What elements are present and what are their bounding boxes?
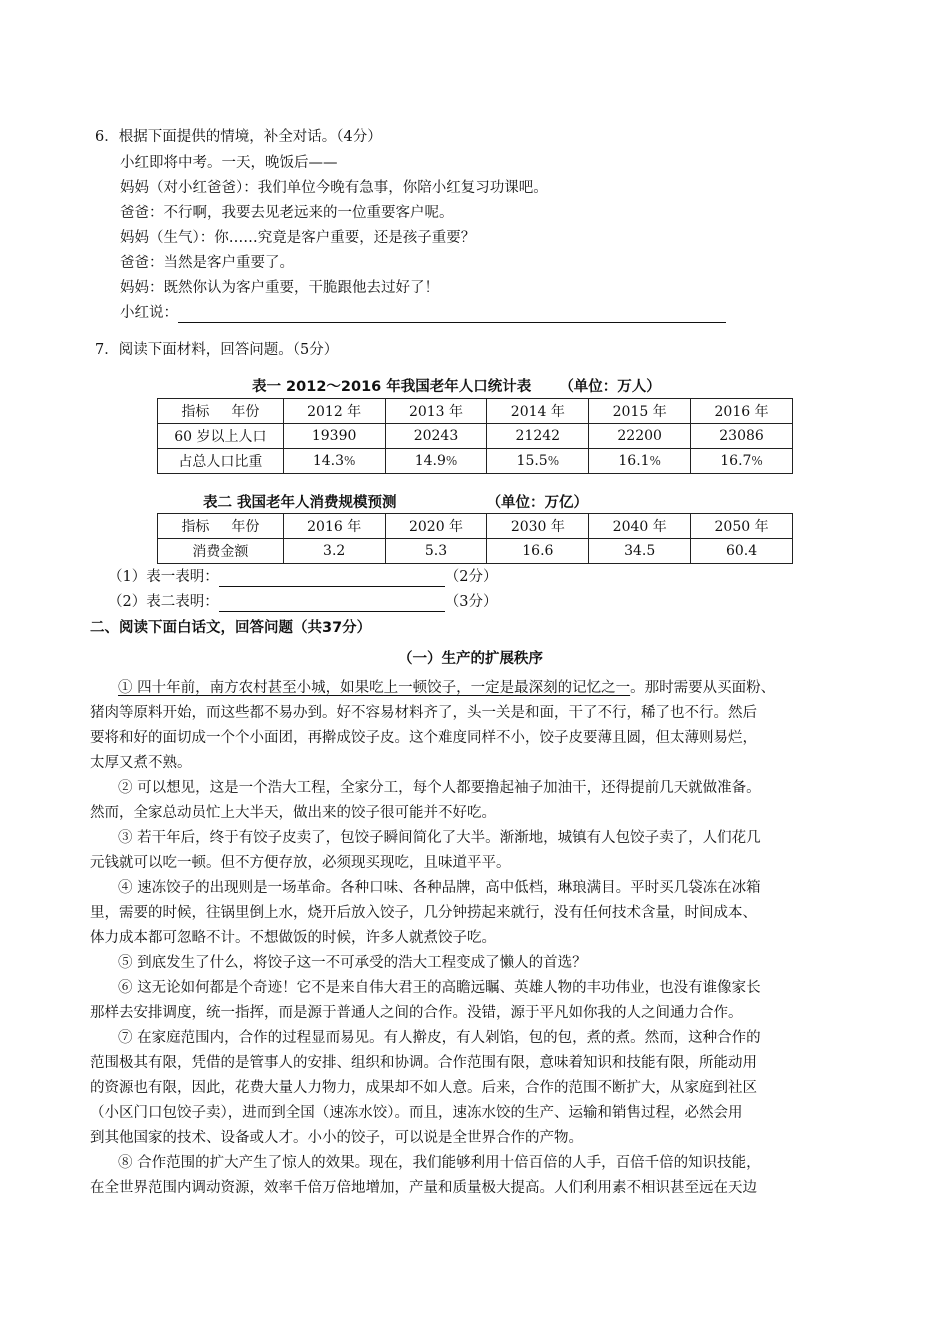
article-title: （一）生产的扩展秩序 [398, 651, 543, 667]
table2-year-cell: 2016 年 [283, 514, 385, 539]
table1-cell [283, 449, 385, 474]
q6-title: 6．根据下面提供的情境，补全对话。（4分） [95, 129, 382, 145]
table1-row-ratio [158, 449, 793, 474]
paragraph-1-line-1 [90, 678, 908, 698]
table1-cell [487, 449, 589, 474]
table1-cell: 23086 [691, 424, 793, 449]
table1-ratio-value: 16.1 [618, 453, 650, 469]
paragraph-line: 体力成本都可忽略不计。不想做饭的时候，许多人就煮饺子吃。 [90, 930, 496, 946]
table1-cell: 21242 [487, 424, 589, 449]
q7-sub2-row [108, 592, 497, 612]
table2-header-left: 指标 [181, 519, 210, 535]
table1-cell [385, 449, 487, 474]
paragraph-line: （小区门口包饺子卖），进而到全国（速冻水饺）。而且，速冻水饺的生产、运输和销售过程，必然会用 [90, 1105, 743, 1121]
q6-answer-label: 小红说： [120, 305, 178, 321]
table2-header-row [158, 514, 793, 539]
table2 [157, 513, 793, 564]
table1-ratio-value: 16.7 [720, 453, 752, 469]
paragraph-line: 的资源也有限，因此，花费大量人力物力，成果却不如人意。后来，合作的范围不断扩大，从家庭到社区 [90, 1080, 757, 1096]
table1-year-cell: 2014 年 [487, 399, 589, 424]
table1-cell [691, 449, 793, 474]
table2-corner-cell [158, 514, 284, 539]
percent-sign: % [751, 454, 763, 468]
table1-ratio-value: 15.5 [516, 453, 548, 469]
table1-unit: （单位：万人） [559, 379, 661, 395]
paragraph-line: 那样去安排调度，统一指挥，而是源于普通人之间的合作。没错，源于平凡如你我的人之间通力合作。 [90, 1005, 743, 1021]
section2-heading: 二、阅读下面白话文，回答问题（共37分） [90, 620, 372, 636]
paragraph-line: ⑤ 到底发生了什么，将饺子这一不可承受的浩大工程变成了懒人的首选？ [118, 955, 587, 971]
table1-ratio-value: 14.9 [414, 453, 446, 469]
table2-row-consumption [158, 539, 793, 564]
table1-row-label: 60 岁以上人口 [158, 424, 284, 449]
table1-row-population [158, 424, 793, 449]
table1-ratio-value: 14.3 [312, 453, 345, 469]
table2-unit: （单位：万亿） [486, 495, 589, 511]
q7-sub2-blank[interactable] [219, 596, 445, 612]
table1-cell [589, 449, 691, 474]
table2-cell: 16.6 [487, 539, 589, 564]
paragraph-line: 到其他国家的技术、设备或人才。小小的饺子，可以说是全世界合作的产物。 [90, 1130, 583, 1146]
paragraph-line: ② 可以想见，这是一个浩大工程，全家分工，每个人都要撸起袖子加油干，还得提前几天就做准备。 [118, 780, 761, 796]
table1-year-cell: 2015 年 [589, 399, 691, 424]
table1 [157, 398, 793, 474]
table2-header-right: 年份 [231, 519, 260, 535]
table1-cell: 19390 [283, 424, 385, 449]
q6-line-1: 小红即将中考。一天，晚饭后—— [120, 155, 338, 171]
table1-year-cell: 2013 年 [385, 399, 487, 424]
paragraph-line: 然而，全家总动员忙上大半天，做出来的饺子很可能并不好吃。 [90, 805, 496, 821]
table2-year-cell: 2030 年 [487, 514, 589, 539]
q7-sub2-score: （3分） [444, 594, 498, 610]
table1-cell: 20243 [385, 424, 487, 449]
underlined-sentence: ① 四十年前，南方农村甚至小城，如果吃上一顿饺子，一定是最深刻的记忆之一 [118, 680, 631, 696]
q7-sub1-blank[interactable] [219, 571, 445, 587]
paragraph-1-rest: 。那时需要从买面粉、 [630, 680, 776, 696]
table1-corner-cell [158, 399, 284, 424]
percent-sign: % [547, 454, 560, 468]
q6-line-4: 妈妈（生气）：你……究竟是客户重要，还是孩子重要？ [120, 230, 476, 246]
paragraph-line: ④ 速冻饺子的出现则是一场革命。各种口味、各种品牌，高中低档，琳琅满目。平时买几袋冻在冰箱 [118, 880, 761, 896]
table1-title-text: 表一 2012～2016 年我国老年人口统计表 [252, 379, 532, 395]
table2-cell: 5.3 [385, 539, 487, 564]
table2-year-cell: 2050 年 [691, 514, 793, 539]
paragraph-line: 里，需要的时候，往锅里倒上水，烧开后放入饺子，几分钟捞起来就行，没有任何技术含量，时间成本、 [90, 905, 757, 921]
q6-line-2: 妈妈（对小红爸爸）：我们单位今晚有急事，你陪小红复习功课吧。 [120, 180, 548, 196]
q6-answer-row [120, 303, 726, 323]
table2-year-cell: 2020 年 [385, 514, 487, 539]
table2-row-label: 消费金额 [158, 539, 284, 564]
paragraph-line: ⑦ 在家庭范围内，合作的过程显而易见。有人擀皮，有人剁馅，包的包，煮的煮。然而，这种合作的 [118, 1030, 761, 1046]
table1-header-row [158, 399, 793, 424]
table1-header-right: 年份 [231, 404, 260, 420]
q7-sub2-label: （2）表二表明： [108, 594, 219, 610]
table1-year-cell: 2012 年 [283, 399, 385, 424]
table1-title [252, 375, 661, 396]
table2-title-text: 表二 我国老年人消费规模预测 [203, 495, 397, 511]
paragraph-line: 要将和好的面切成一个个小面团，再擀成饺子皮。这个难度同样不小，饺子皮要薄且圆，但太薄则易烂， [90, 730, 757, 746]
paragraph-line: 猪肉等原料开始，而这些都不易办到。好不容易材料齐了，头一关是和面，干了不行，稀了也不行。然后 [90, 705, 757, 721]
paragraph-line: 范围极其有限，凭借的是管事人的安排、组织和协调。合作范围有限，意味着知识和技能有限，所能动用 [90, 1055, 757, 1071]
q6-line-6: 妈妈：既然你认为客户重要，干脆跟他去过好了！ [120, 280, 439, 296]
table1-row-label: 占总人口比重 [158, 449, 284, 474]
paragraph-line: ⑧ 合作范围的扩大产生了惊人的效果。现在，我们能够利用十倍百倍的人手，百倍千倍的知识技能， [118, 1155, 761, 1171]
q7-sub1-score: （2分） [444, 569, 498, 585]
percent-sign: % [445, 454, 458, 468]
table2-cell: 34.5 [589, 539, 691, 564]
q6-line-5: 爸爸：当然是客户重要了。 [120, 255, 294, 271]
table1-year-cell: 2016 年 [691, 399, 793, 424]
table2-year-cell: 2040 年 [589, 514, 691, 539]
paragraph-line: ③ 若干年后，终于有饺子皮卖了，包饺子瞬间简化了大半。渐渐地，城镇有人包饺子卖了，人们花几 [118, 830, 761, 846]
q7-title: 7．阅读下面材料，回答问题。（5分） [95, 342, 339, 358]
q6-line-3: 爸爸：不行啊，我要去见老远来的一位重要客户呢。 [120, 205, 454, 221]
percent-sign: % [344, 454, 356, 468]
q6-answer-blank[interactable] [178, 307, 726, 323]
q7-sub1-row [108, 567, 497, 587]
table2-cell: 60.4 [691, 539, 793, 564]
q7-sub1-label: （1）表一表明： [108, 569, 219, 585]
paragraph-line: 在全世界范围内调动资源，效率千倍万倍地增加，产量和质量极大提高。人们利用素不相识甚至远在天边 [90, 1180, 757, 1196]
paragraph-line: ⑥ 这无论如何都是个奇迹！它不是来自伟大君王的高瞻远瞩、英雄人物的丰功伟业，也没有谁像家长 [118, 980, 761, 996]
paragraph-line: 元钱就可以吃一顿。但不方便存放，必须现买现吃，且味道平平。 [90, 855, 511, 871]
table2-title [203, 491, 588, 512]
table2-cell: 3.2 [283, 539, 385, 564]
percent-sign: % [649, 454, 661, 468]
table1-header-left: 指标 [181, 404, 210, 420]
table1-cell: 22200 [589, 424, 691, 449]
paragraph-line: 太厚又煮不熟。 [90, 755, 192, 771]
